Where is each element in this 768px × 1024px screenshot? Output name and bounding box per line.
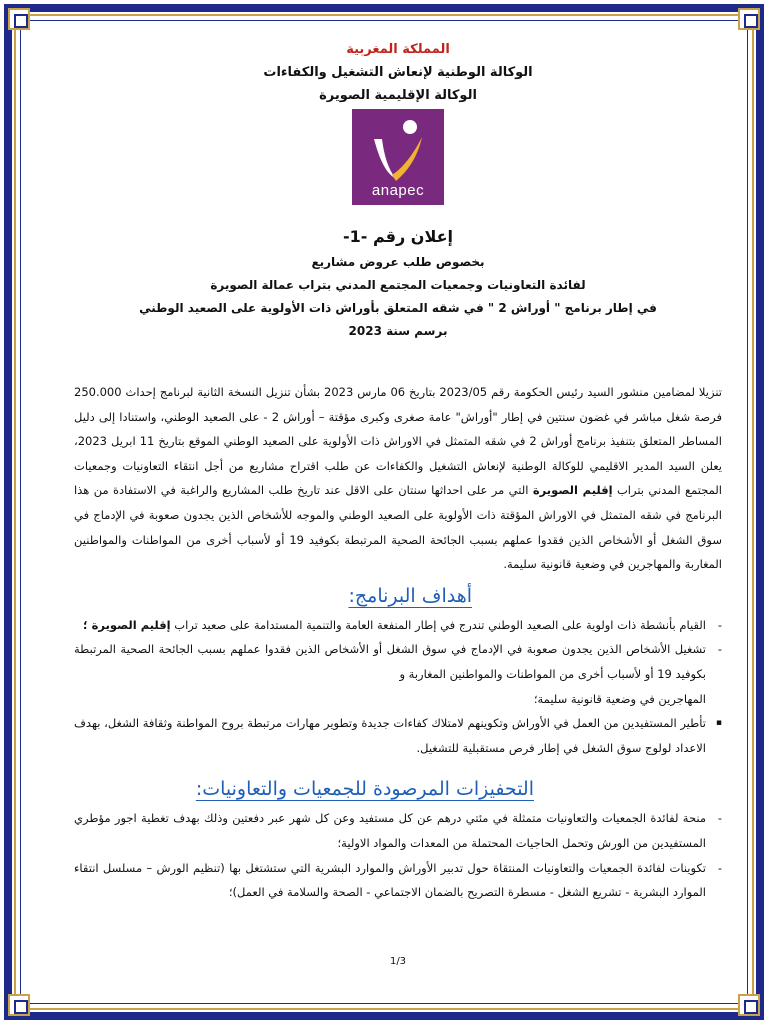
objective-1-bold: إقليم الصويرة ؛: [83, 617, 171, 632]
corner-ornament-icon: [738, 994, 760, 1016]
objectives-list: [74, 613, 722, 761]
corner-ornament-icon: [8, 8, 30, 30]
regional-agency-name: الوكالة الإقليمية الصويرة: [319, 88, 477, 103]
document-page: [74, 40, 722, 1000]
announcement-subtitle-2: لفائدة التعاونيات وجمعيات المجتمع المدني بتراب عمالة الصويرة: [210, 278, 586, 292]
list-item: [74, 856, 722, 905]
objective-2-text: تشغيل الأشخاص الذين يجدون صعوبة في الإدماج في سوق الشغل أو الأشخاص الذين فقدوا عملهم بسبب الجائحة الصحية المرتبطة بكوفيد 19 أو لأسباب أخرى من المواطنات والمواطنين المغاربة و: [74, 642, 706, 681]
corner-ornament-icon: [738, 8, 760, 30]
incentives-list: [74, 806, 722, 904]
list-item: [74, 637, 722, 711]
intro-text-part-2: التي مر على احداثها سنتان على الاقل عند تاريخ طلب المشاريع والراغبة في الاستفادة من هذا البرنامج في شقه المتمثل في الاوراش المؤقتة ذات الأولوية على الصعيد الوطني والموجه للأشخاص الذين يجدون صعوبة في الإدماج في سوق الشغل أو الأشخاص الذين فقدوا عملهم بسبب الجائحة الصحية المرتبطة بكوفيد 19 أو لأسباب أخرى من المواطنات والمواطنين المغاربة والمهاجرين في وضعية قانونية سليمة.: [74, 483, 722, 572]
list-item: [74, 613, 722, 638]
list-item: [74, 806, 722, 855]
announcement-title: إعلان رقم -1-: [342, 227, 453, 246]
objective-2-continuation: المهاجرين في وضعية قانونية سليمة؛: [533, 691, 706, 706]
incentive-1-text: منحة لفائدة الجمعيات والتعاونيات متمثلة في مئتي درهم عن كل مستفيد وعن كل شهر عبر دفعتين وذلك بهدف تغطية اجور مؤطري المستفيدين من الورش وتحمل الحاجيات المحتملة من المعدات والمواد الاولية؛: [74, 811, 706, 850]
intro-province-bold: إقليم الصويرة: [532, 483, 613, 498]
announcement-subtitle-3: في إطار برنامج " أوراش 2 " في شقه المتعلق بأوراش ذات الأولوية على الصعيد الوطني: [139, 301, 657, 315]
anapec-logo: [352, 109, 444, 205]
agency-name: الوكالة الوطنية لإنعاش التشغيل والكفاءات: [263, 65, 533, 80]
announcement-subtitle-4: برسم سنة 2023: [348, 324, 448, 338]
kingdom-title: المملكة المغربية: [346, 42, 450, 57]
incentive-2-text: تكوينات لفائدة الجمعيات والتعاونيات المنتقاة حول تدبير الأوراش والموارد البشرية التي ستشتغل بها (تنظيم الورش – مسلسل انتقاء الموارد البشرية - تشريع الشغل - مسطرة التصريح بالضمان الاجتماعي - الصحة والسلامة في العمل)؛: [74, 860, 706, 900]
objective-3-text: تأطير المستفيدين من العمل في الأوراش وتكوينهم لامتلاك كفاءات جديدة وتطوير مهارات مرتبطة بروح المواطنة وثقافة الشغل، بهدف الاعداد لولوج سوق الشغل في إطار فرص مستقبلية للتشغيل.: [74, 716, 706, 755]
intro-text-part-1: تنزيلا لمضامين منشور السيد رئيس الحكومة رقم 2023/05 بتاريخ 06 مارس 2023 بشأن تنزيل النسخة الثانية لبرنامج إحداث 250.000 فرصة شغل مباشر في غضون سنتين في إطار "أوراش" عامة صغرى وكبرى مؤقتة – أوراش 2 - على الصعيد الوطني، واستنادا إلى دليل المساطر المتعلق بتنفيذ برنامج أوراش 2 في شقه المتمثل في الاوراش ذات الأولوية على الصعيد الوطني الموقع بتاريخ 11 ابريل 2023، يعلن السيد المدير الاقليمي للوكالة الوطنية لإنعاش التشغيل والكفاءات عن طلب اقتراح مشاريع من أجل انتقاء التعاونيات وجمعيات المجتمع المدني بتراب: [74, 385, 723, 498]
list-item: [74, 711, 722, 760]
page-number: 1/3: [389, 956, 407, 967]
announcement-subtitle-1: بخصوص طلب عروض مشاريع: [311, 255, 485, 269]
objective-1-text: القيام بأنشطة ذات اولوية على الصعيد الوطني تندرج في إطار المنفعة العامة والتنمية المستدامة على صعيد تراب: [170, 617, 706, 632]
anapec-logo-text: anapec: [371, 182, 425, 199]
intro-paragraph: [74, 380, 722, 577]
incentives-heading: التحفيزات المرصودة للجمعيات والتعاونيات:: [195, 778, 534, 801]
corner-ornament-icon: [8, 994, 30, 1016]
objectives-heading: أهداف البرنامج:: [348, 584, 472, 607]
